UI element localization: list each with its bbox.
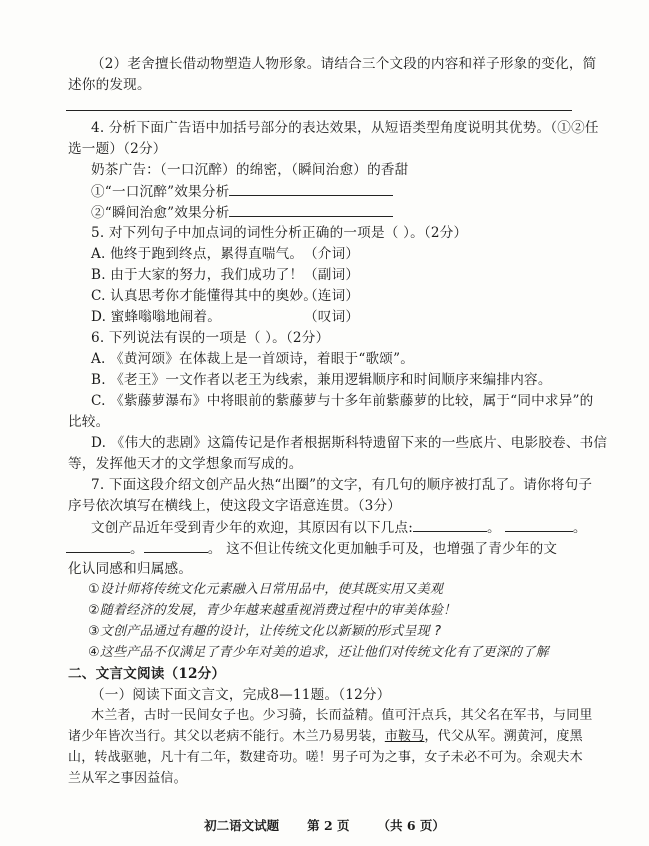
q6-option-a: A. 《黄河颂》在体裁上是一首颂诗，着眼于“歌颂”。 — [91, 351, 415, 367]
q5-option-a-pos: （介词） — [304, 246, 360, 262]
q4-ad-text: 奶茶广告：（一口沉醉）的绵密，（瞬间治愈）的香甜 — [91, 162, 409, 178]
q7-passage-line1: 文创产品近年受到青少年的欢迎，其原因有以下几点: 。 。 — [91, 520, 587, 536]
q4-stem-line1: 4. 分析下面广告语中加括号部分的表达效果，从短语类型角度说明其优势。（①②任 — [91, 120, 599, 136]
q4-stem-line2: 选一题）（2分） — [68, 141, 167, 157]
footer-title: 初二语文试题 — [204, 818, 280, 833]
q6-stem: 6. 下列说法有误的一项是（ ）。（2分） — [91, 330, 330, 346]
q4-option1-blank[interactable] — [229, 182, 393, 196]
q7-passage-lead: 文创产品近年受到青少年的欢迎，其原因有以下几点: — [91, 520, 414, 536]
q4-option2 — [91, 203, 393, 222]
q7-item-3: ③文创产品通过有趣的设计，让传统文化以新颖的形式呈现 ? — [88, 624, 442, 639]
classical-text-line1: 木兰者，古时一民间女子也。少习骑，长而益精。值可汗点兵，其父名在军书，与同里 — [91, 708, 593, 723]
q5-option-b-pos: （副词） — [304, 267, 360, 283]
q2-prompt-line2: 述你的发现。 — [68, 77, 151, 93]
q7-blank-3[interactable] — [66, 539, 130, 553]
q5-option-c-text: C. 认真思考你才能懂得其中的奥妙。 — [91, 288, 318, 304]
q7-item-2: ②随着经济的发展，青少年越来越重视消费过程中的审美体验！ — [88, 603, 457, 618]
q6-option-d-line1: D. 《伟大的悲剧》这篇传记是作者根据斯科特遗留下来的一些底片、电影胶卷、书信 — [91, 435, 608, 451]
classical-text-line2a: 诸少年皆次当行。其父以老病不能行。木兰乃易男装， — [68, 729, 385, 744]
underlined-phrase: 市鞍马 — [384, 729, 425, 744]
q5-option-d-pos: （叹词） — [304, 309, 360, 325]
q5-option-d — [91, 308, 359, 326]
q7-passage-line2: 。 。 这不但让传统文化更加触手可及，也增强了青少年的文 — [66, 539, 557, 558]
q2-prompt-line1: （2）老舍擅长借动物塑造人物形象。请结合三个文段的内容和祥子形象的变化，简 — [91, 56, 597, 72]
q4-option1-label: ①“一口沉醉”效果分析 — [91, 184, 230, 200]
footer-page: 第 2 页 — [307, 818, 350, 833]
q6-option-b: B. 《老王》一文作者以老王为线索，兼用逻辑顺序和时间顺序来编排内容。 — [91, 372, 552, 388]
answer-line — [66, 110, 572, 111]
q5-option-a — [91, 245, 359, 263]
q7-passage-line3: 化认同感和归属感。 — [68, 561, 193, 577]
section-2-heading: 二、文言文阅读（12分） — [68, 666, 226, 682]
classical-text-line2b: ，代父从军。溯黄河，度黑 — [424, 729, 583, 744]
classical-text-line3: 山，转战驱驰，凡十有二年，数建奇功。嗟！男子可为之事，女子未必不可为。余观夫木 — [68, 750, 583, 765]
q6-option-c-line2: 比较。 — [68, 414, 110, 430]
q6-option-d-line2: 等，发挥他天才的文学想象而写成的。 — [68, 456, 303, 472]
section-2-subheading: （一）阅读下面文言文，完成8—11题。（12分） — [91, 687, 391, 703]
q7-passage-tail: 。 这不但让传统文化更加触手可及，也增强了青少年的文 — [207, 541, 558, 557]
q5-option-d-text: D. 蜜蜂嗡嗡地闹着。 — [91, 309, 222, 325]
q7-item-1: ①设计师将传统文化元素融入日常用品中，使其既实用又美观 — [88, 582, 444, 597]
classical-text-line4: 兰从军之事因益信。 — [68, 771, 187, 786]
q5-option-c-pos: （连词） — [304, 288, 360, 304]
q7-blank-2[interactable] — [505, 518, 573, 532]
q7-stem-line2: 序号依次填写在横线上，使这段文字语意连贯。（3分） — [68, 498, 402, 514]
classical-text-line2 — [68, 728, 583, 746]
q7-stem-line1: 7. 下面这段介绍文创产品火热“出圈”的文字，有几句的顺序被打乱了。请你将句子 — [91, 477, 593, 493]
q6-option-c-line1: C. 《紫藤萝瀑布》中将眼前的紫藤萝与十多年前紫藤萝的比较，属于“同中求异”的 — [91, 393, 594, 409]
q4-option2-blank[interactable] — [229, 203, 393, 217]
q4-option1 — [91, 182, 393, 201]
q5-option-b-text: B. 由于大家的努力，我们成功了！ — [91, 267, 304, 283]
q4-option2-label: ②“瞬间治愈”效果分析 — [91, 205, 230, 221]
q7-blank-1[interactable] — [413, 518, 487, 532]
footer-total: （共 6 页） — [377, 818, 445, 833]
q5-option-c — [91, 287, 359, 305]
q5-stem: 5. 对下列句子中加点词的词性分析正确的一项是（ ）。（2分） — [91, 225, 468, 241]
q5-option-a-text: A. 他终于跑到终点，累得直喘气。 — [91, 246, 304, 262]
q7-blank-4[interactable] — [144, 539, 208, 553]
q5-option-b — [91, 266, 359, 284]
q7-item-4: ④这些产品不仅满足了青少年对美的追求，还让他们对传统文化有了更深的了解 — [88, 645, 549, 660]
page-footer — [0, 816, 649, 834]
